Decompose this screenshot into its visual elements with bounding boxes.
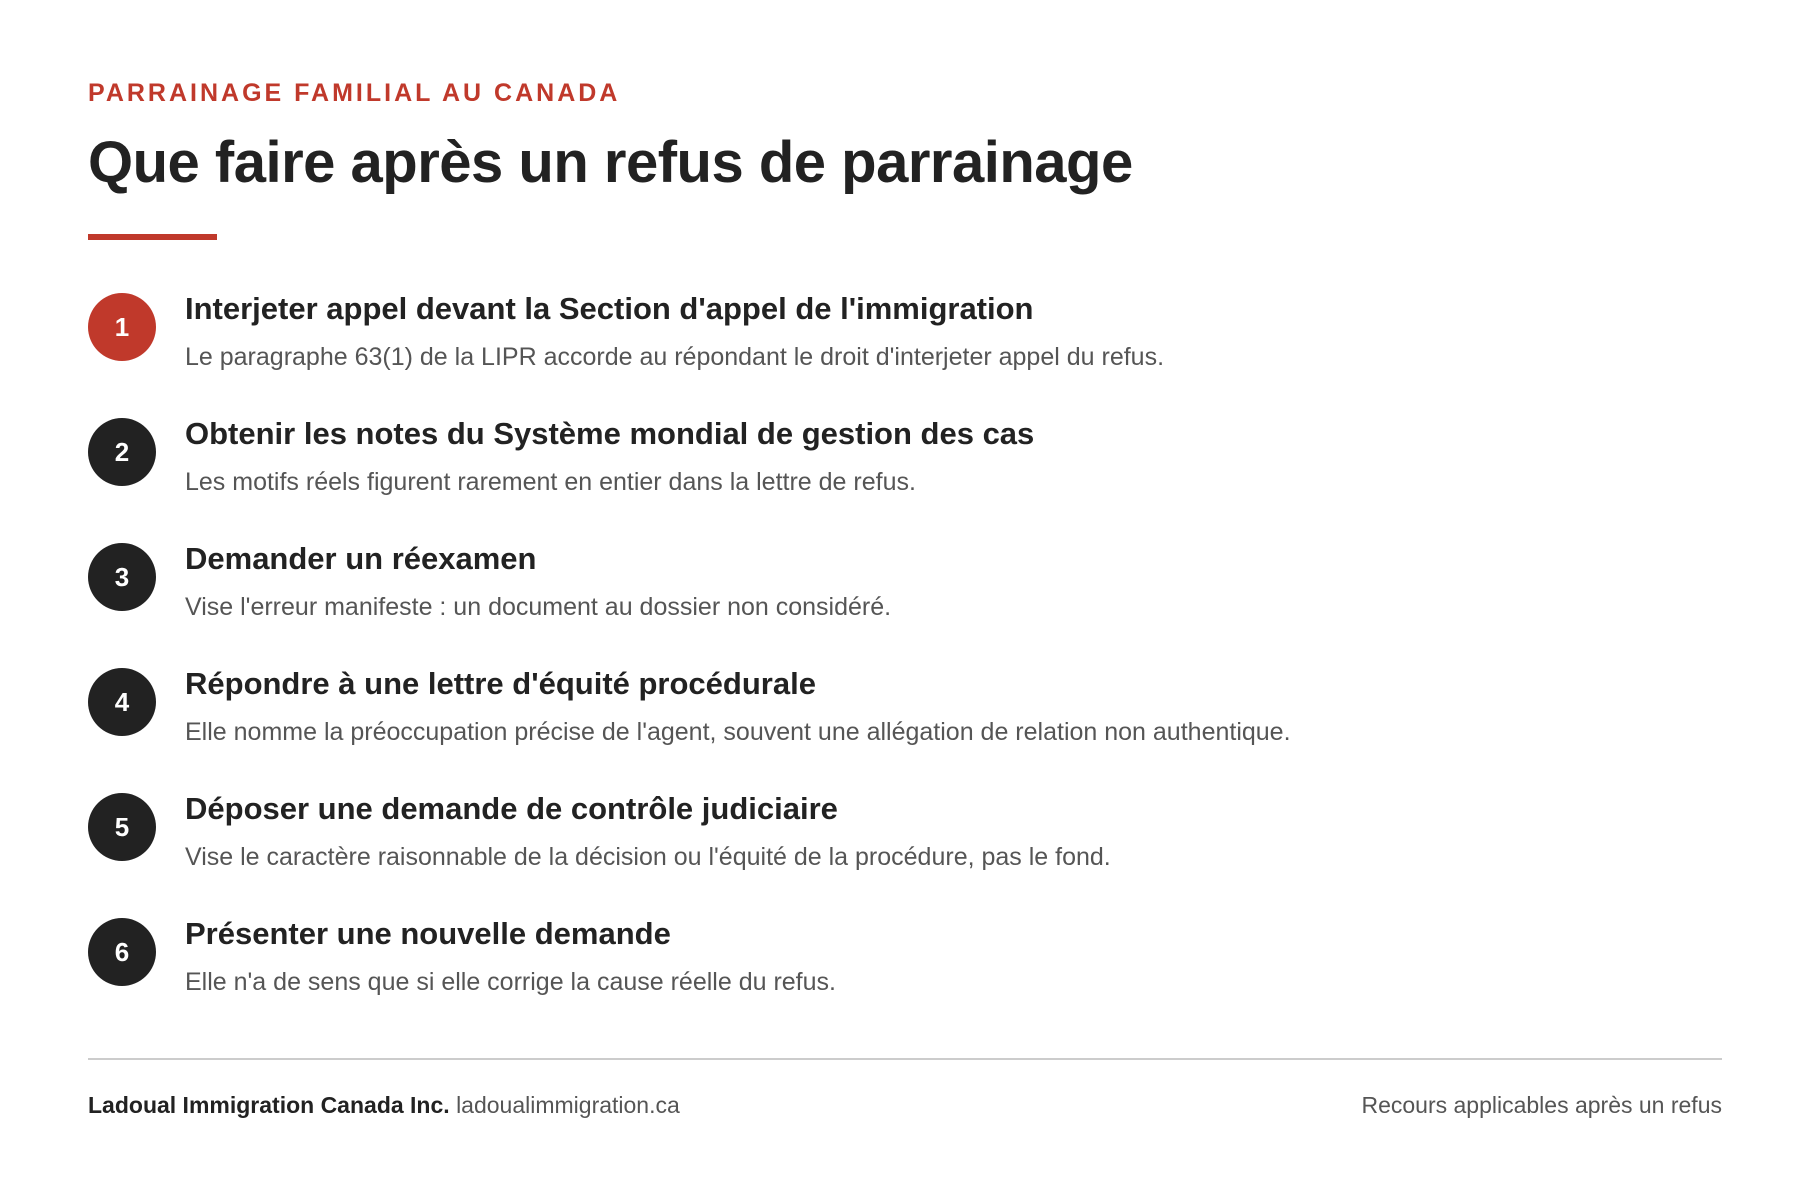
step-description: Elle nomme la préoccupation précise de l'agent, souvent une allégation de relation non authentique.: [185, 718, 1291, 746]
step-title: Obtenir les notes du Système mondial de gestion des cas: [185, 416, 1035, 451]
footer-divider: [88, 1058, 1722, 1060]
step-description: Le paragraphe 63(1) de la LIPR accorde au répondant le droit d'interjeter appel du refus.: [185, 343, 1165, 371]
step-number-badge: 6: [88, 918, 156, 986]
step-item-3: [88, 540, 1722, 665]
step-item-1: [88, 290, 1722, 415]
step-title: Interjeter appel devant la Section d'appel de l'immigration: [185, 291, 1034, 326]
step-title: Déposer une demande de contrôle judiciaire: [185, 791, 838, 826]
step-title: Présenter une nouvelle demande: [185, 916, 671, 951]
step-number-badge: 1: [88, 293, 156, 361]
step-description: Vise l'erreur manifeste : un document au dossier non considéré.: [185, 593, 892, 621]
steps-list: [88, 290, 1722, 1040]
page-title: Que faire après un refus de parrainage: [88, 130, 1133, 195]
step-item-4: [88, 665, 1722, 790]
eyebrow-label: PARRAINAGE FAMILIAL AU CANADA: [88, 79, 621, 107]
step-description: Elle n'a de sens que si elle corrige la cause réelle du refus.: [185, 968, 836, 996]
title-accent-divider: [88, 234, 217, 240]
document-page: [88, 0, 1722, 1190]
company-name: Ladoual Immigration Canada Inc.: [88, 1092, 450, 1118]
step-title: Demander un réexamen: [185, 541, 537, 576]
step-description: Les motifs réels figurent rarement en entier dans la lettre de refus.: [185, 468, 916, 496]
footer: [88, 1090, 1722, 1120]
step-number-badge: 4: [88, 668, 156, 736]
website-text: ladoualimmigration.ca: [456, 1092, 680, 1118]
step-number-badge: 2: [88, 418, 156, 486]
step-item-6: [88, 915, 1722, 1040]
footer-note: Recours applicables après un refus: [1361, 1092, 1722, 1118]
step-title: Répondre à une lettre d'équité procédurale: [185, 666, 816, 701]
step-item-2: [88, 415, 1722, 540]
footer-branding: [88, 1090, 680, 1120]
step-number-badge: 3: [88, 543, 156, 611]
step-number-badge: 5: [88, 793, 156, 861]
step-description: Vise le caractère raisonnable de la décision ou l'équité de la procédure, pas le fond.: [185, 843, 1111, 871]
step-item-5: [88, 790, 1722, 915]
